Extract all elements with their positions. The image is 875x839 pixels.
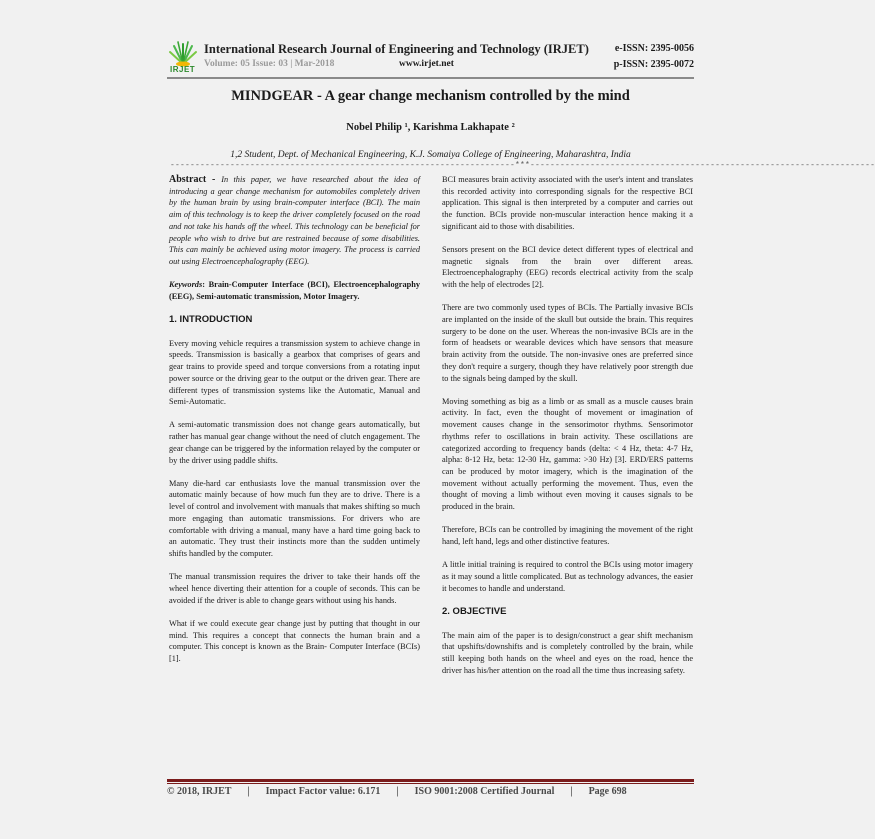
body-paragraph: Every moving vehicle requires a transmission system to achieve change in speeds. Transmission is basically a gearbox that comprises of gears and gear trains to provide speed and torque conversions from a rotating input power source or the driving gear to the output or the driven gear. There are different types of transmission systems like the Automatic, Manual and Semi-Automatic.	[169, 338, 420, 407]
body-paragraph: Sensors present on the BCI device detect different types of electrical and magnetic signals from the brain over different areas. Electroencephalography (EEG) records electrical activity from the scalp with the help of electrodes [2].	[442, 245, 693, 290]
paper-authors: Nobel Philip ¹, Karishma Lakhapate ²	[346, 122, 515, 133]
left-column	[169, 174, 420, 676]
body-paragraph: The manual transmission requires the driver to take their hands off the wheel hence diverting their attention for a couple of seconds. This can be avoided if the driver is able to change gears without using his hands.	[169, 572, 420, 605]
footer-divider-thick	[167, 779, 694, 782]
body-paragraph: A semi-automatic transmission does not change gears automatically, but rather has manual gear change without the need of clutch engagement. The gear change can be triggered by the information relayed by the computer or by the driver using paddle shifts.	[169, 420, 420, 465]
footer-separator: |	[247, 786, 250, 797]
keywords	[169, 279, 420, 302]
journal-header	[167, 38, 694, 78]
footer-separator: |	[570, 786, 573, 797]
footer-copyright: © 2018, IRJET	[167, 786, 232, 797]
irjet-logo-icon	[167, 38, 199, 76]
p-issn: p-ISSN: 2395-0072	[613, 59, 694, 70]
footer-page-number: Page 698	[588, 786, 627, 797]
journal-name: International Research Journal of Engineering and Technology (IRJET)	[204, 42, 589, 56]
header-divider	[167, 77, 694, 79]
section-heading-introduction: 1. INTRODUCTION	[169, 314, 253, 326]
abstract-body: In this paper, we have researched about the idea of introducing a gear change mechanism for automobiles completely driven by the human brain by using brain-computer interface (BCI). The main aim of this technology is to keep the driver completely focused on the road and not take his hands off the wheel. This technology can be beneficial for people who wish to drive but are restrained because of some disabilities. This can mainly be achieved using motor imagery. The process is carried out using Electroencephalography (EEG).	[169, 175, 421, 266]
e-issn: e-ISSN: 2395-0056	[614, 43, 694, 54]
footer-divider-thin	[167, 783, 694, 784]
right-column	[442, 174, 693, 688]
footer-separator: |	[396, 786, 399, 797]
body-paragraph: Therefore, BCIs can be controlled by imagining the movement of the right hand, left hand, legs and other distinctive features.	[442, 525, 693, 546]
footer-impact-factor: Impact Factor value: 6.171	[265, 786, 381, 797]
page-footer	[167, 786, 694, 797]
body-paragraph: There are two commonly used types of BCIs. The Partially invasive BCIs are implanted on the inside of the skull but outside the brain. This requires surgery to be done on the user. Whereas the non-invasive BCIs are in the form of headsets or wearable devices which have sensors that measure brain activity from the outside. The non-invasive ones are preferred since they don't require a surgery, though they have relatively poor strength due to the signals being damped by the skull.	[442, 303, 693, 383]
paper-title: MINDGEAR - A gear change mechanism controlled by the mind	[231, 88, 630, 104]
abstract-label: Abstract -	[169, 174, 222, 185]
author-affiliation: 1,2 Student, Dept. of Mechanical Engineering, K.J. Somaiya College of Engineering, Maharashtra, India	[230, 150, 631, 160]
body-paragraph: Moving something as big as a limb or as small as a muscle causes brain activity. In fact, even the thought of movement or imagination of movement causes change in the sensorimotor rhythms. Sensorimotor rhythms refer to oscillations in brain activity. These oscillations are categorized according to frequency bands (delta: < 4 Hz, theta: 4-7 Hz, alpha: 8-12 Hz, beta: 12-30 Hz, gamma: >30 Hz) [3]. ERD/ERS patterns can be produced by motor imagery, which is the imagination of the movement without actually performing the movement. Thus, even the thought of moving a limb without even moving it causes signals to be produced in the brain.	[442, 396, 693, 512]
keywords-label: Keywords	[169, 280, 203, 290]
body-paragraph: What if we could execute gear change just by putting that thought in our mind. This requires a concept that connects the human brain and a computer. This concept is known as the Brain- Computer Interface (BCIs) [1].	[169, 618, 420, 663]
abstract	[169, 174, 420, 268]
journal-website-link[interactable]: www.irjet.net	[399, 59, 454, 69]
volume-issue: Volume: 05 Issue: 03 | Mar-2018	[204, 59, 335, 69]
keywords-body: : Brain-Computer Interface (BCI), Electroencephalography (EEG), Semi-automatic transmission, Motor Imagery.	[169, 280, 420, 301]
section-heading-objective: 2. OBJECTIVE	[442, 605, 507, 617]
logo-text: IRJET	[170, 65, 196, 74]
body-paragraph: A little initial training is required to control the BCIs using motor imagery as it may sound a little complicated. But as technology advances, the easier it becomes to handle and understand.	[442, 560, 693, 593]
body-paragraph: Many die-hard car enthusiasts love the manual transmission over the automatic mainly because of how much fun they are to drive. There is a level of control and involvement with manuals that makes shifting so much more engaging than automatic transmissions. For drivers who are comfortable with driving a manual, many have a hard time going back to an automatic. They trust their instincts more than the sudden untimely shifts handled by the computer.	[169, 478, 420, 558]
footer-iso: ISO 9001:2008 Certified Journal	[414, 786, 555, 797]
section-divider: ---------------------------------------------------------------------***---------------------------------------------------------------------	[170, 161, 875, 170]
body-paragraph: BCI measures brain activity associated with the user's intent and translates this recorded activity into corresponding signals for the respective BCI application. This signal is then interpreted by a computer and carries out the function. BCIs provide non-muscular interaction hence making it a significant aid to those with disabilities.	[442, 175, 693, 231]
body-paragraph: The main aim of the paper is to design/construct a gear shift mechanism that upshifts/downshifts and is completely controlled by the brain, while still keeping both hands on the wheel and eyes on the road, hence the driver has his/her attention on the road all the time thus increasing safety.	[442, 630, 693, 675]
